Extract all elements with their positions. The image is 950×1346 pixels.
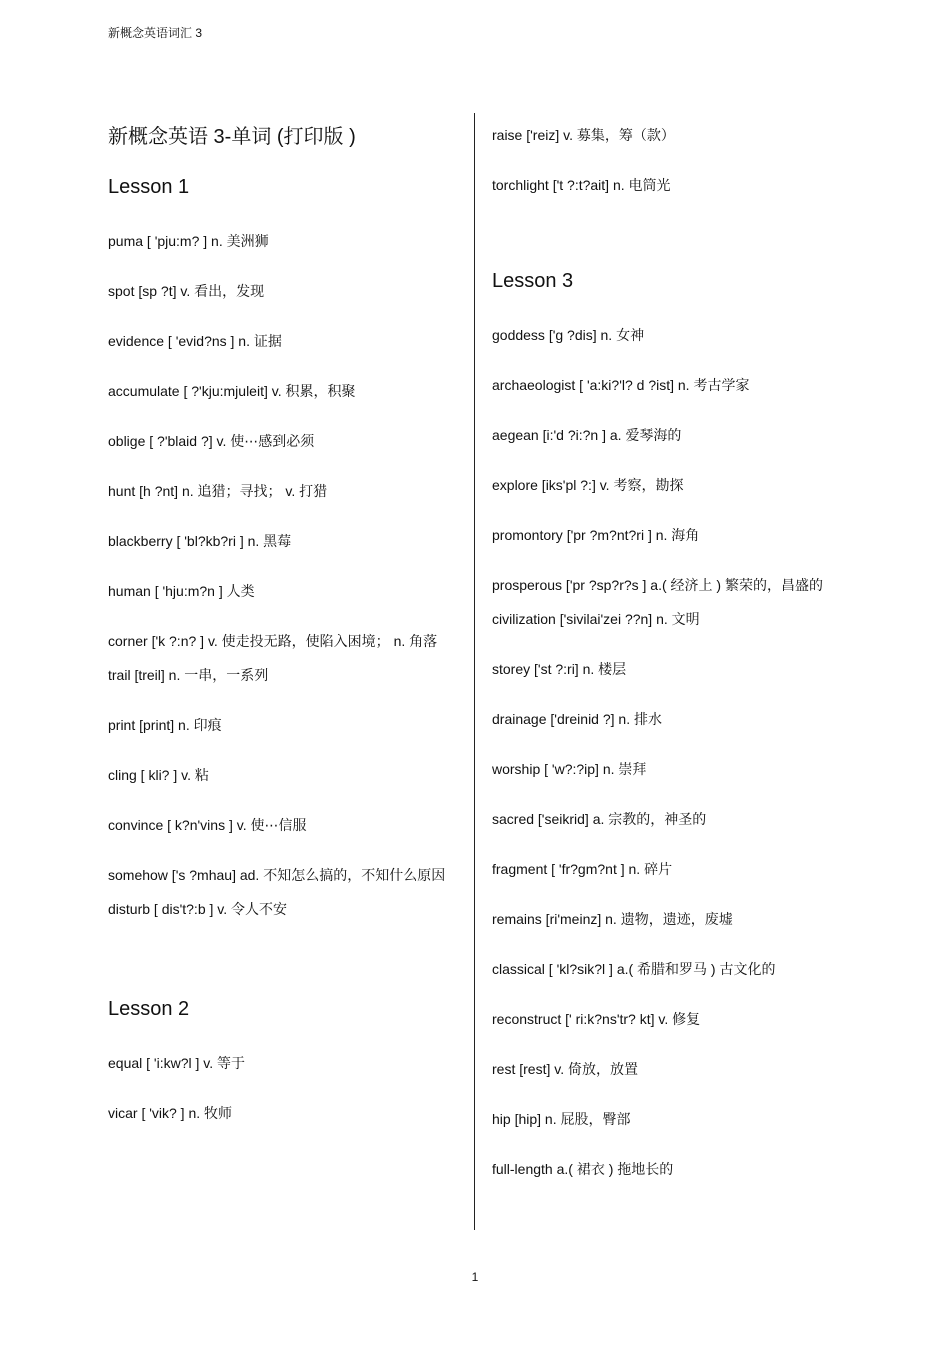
vocab-entry: storey ['st ?:ri] n. 楼层 <box>492 661 627 677</box>
vocab-entry: classical [ 'kl?sik?l ] a.( 希腊和罗马 ) 古文化的 <box>492 961 776 977</box>
lesson-2-heading: Lesson 2 <box>108 998 190 1020</box>
vocab-entry: disturb [ dis't?:b ] v. 令人不安 <box>108 901 288 917</box>
lesson-2-continued-list <box>492 118 847 202</box>
vocab-entry: somehow ['s ?mhau] ad. 不知怎么搞的，不知什么原因 <box>108 867 446 883</box>
vocab-entry: human [ 'hju:m?n ] 人类 <box>108 583 255 599</box>
vocab-entry: hunt [h ?nt] n. 追猎；寻找； v. 打猎 <box>108 483 328 499</box>
lesson-spacer <box>108 942 453 996</box>
document-title: 新概念英语 3-单词 (打印版 ) <box>108 126 356 148</box>
vocab-entry: hip [hip] n. 屁股，臀部 <box>492 1111 631 1127</box>
vocab-entry: puma [ 'pju:m? ] n. 美洲狮 <box>108 233 269 249</box>
vocab-entry: vicar [ 'vik? ] n. 牧师 <box>108 1105 233 1121</box>
vocab-entry: torchlight ['t ?:t?ait] n. 电筒光 <box>492 177 671 193</box>
vocab-entry: explore [iks'pl ?:] v. 考察，勘探 <box>492 477 684 493</box>
vocab-entry: trail [treil] n. 一串，一系列 <box>108 667 269 683</box>
lesson-1-vocab-list <box>108 224 453 926</box>
vocab-entry: civilization ['sivilai'zei ??n] n. 文明 <box>492 611 700 627</box>
vocab-entry: remains [ri'meinz] n. 遗物，遗迹，废墟 <box>492 911 733 927</box>
page-number: 1 <box>471 1270 479 1284</box>
column-divider <box>474 113 475 1230</box>
vocab-entry: worship [ 'w?:?ip] n. 崇拜 <box>492 761 647 777</box>
vocab-entry: spot [sp ?t] v. 看出，发现 <box>108 283 265 299</box>
vocab-entry: drainage ['dreinid ?] n. 排水 <box>492 711 662 727</box>
vocab-entry: goddess ['g ?dis] n. 女神 <box>492 327 645 343</box>
lesson-spacer <box>492 218 847 268</box>
lesson-2-vocab-list <box>108 1046 453 1130</box>
vocab-entry: rest [rest] v. 倚放，放置 <box>492 1061 638 1077</box>
vocab-entry: reconstruct [' ri:k?ns'tr? kt] v. 修复 <box>492 1011 701 1027</box>
vocab-entry: equal [ 'i:kw?l ] v. 等于 <box>108 1055 246 1071</box>
vocab-entry: sacred ['seikrid] a. 宗教的，神圣的 <box>492 811 707 827</box>
lesson-3-vocab-list <box>492 318 847 1186</box>
vocab-entry: accumulate [ ?'kju:mjuleit] v. 积累，积聚 <box>108 383 356 399</box>
vocab-entry: blackberry [ 'bl?kb?ri ] n. 黑莓 <box>108 533 292 549</box>
vocab-entry: archaeologist [ 'a:ki?'l? d ?ist] n. 考古学家 <box>492 377 750 393</box>
running-header: 新概念英语词汇 3 <box>108 26 203 40</box>
lesson-1-heading: Lesson 1 <box>108 176 190 198</box>
right-column <box>492 118 847 1202</box>
lesson-3-heading: Lesson 3 <box>492 270 574 292</box>
vocab-entry: oblige [ ?'blaid ?] v. 使⋯感到必须 <box>108 433 315 449</box>
vocab-entry: raise ['reiz] v. 募集，筹（款） <box>492 127 675 143</box>
vocab-entry: promontory ['pr ?m?nt?ri ] n. 海角 <box>492 527 700 543</box>
vocab-entry: prosperous ['pr ?sp?r?s ] a.( 经济上 ) 繁荣的，昌盛的 <box>492 577 823 593</box>
vocab-entry: aegean [i:'d ?i:?n ] a. 爱琴海的 <box>492 427 682 443</box>
vocab-entry: corner ['k ?:n? ] v. 使走投无路，使陷入困境； n. 角落 <box>108 633 438 649</box>
vocab-entry: cling [ kli? ] v. 粘 <box>108 767 209 783</box>
left-column <box>108 118 453 1146</box>
vocab-entry: evidence [ 'evid?ns ] n. 证据 <box>108 333 282 349</box>
vocab-entry: convince [ k?n'vins ] v. 使⋯信服 <box>108 817 307 833</box>
vocab-entry: fragment [ 'fr?gm?nt ] n. 碎片 <box>492 861 673 877</box>
vocab-entry: full-length a.( 裙衣 ) 拖地长的 <box>492 1161 674 1177</box>
vocab-entry: print [print] n. 印痕 <box>108 717 222 733</box>
